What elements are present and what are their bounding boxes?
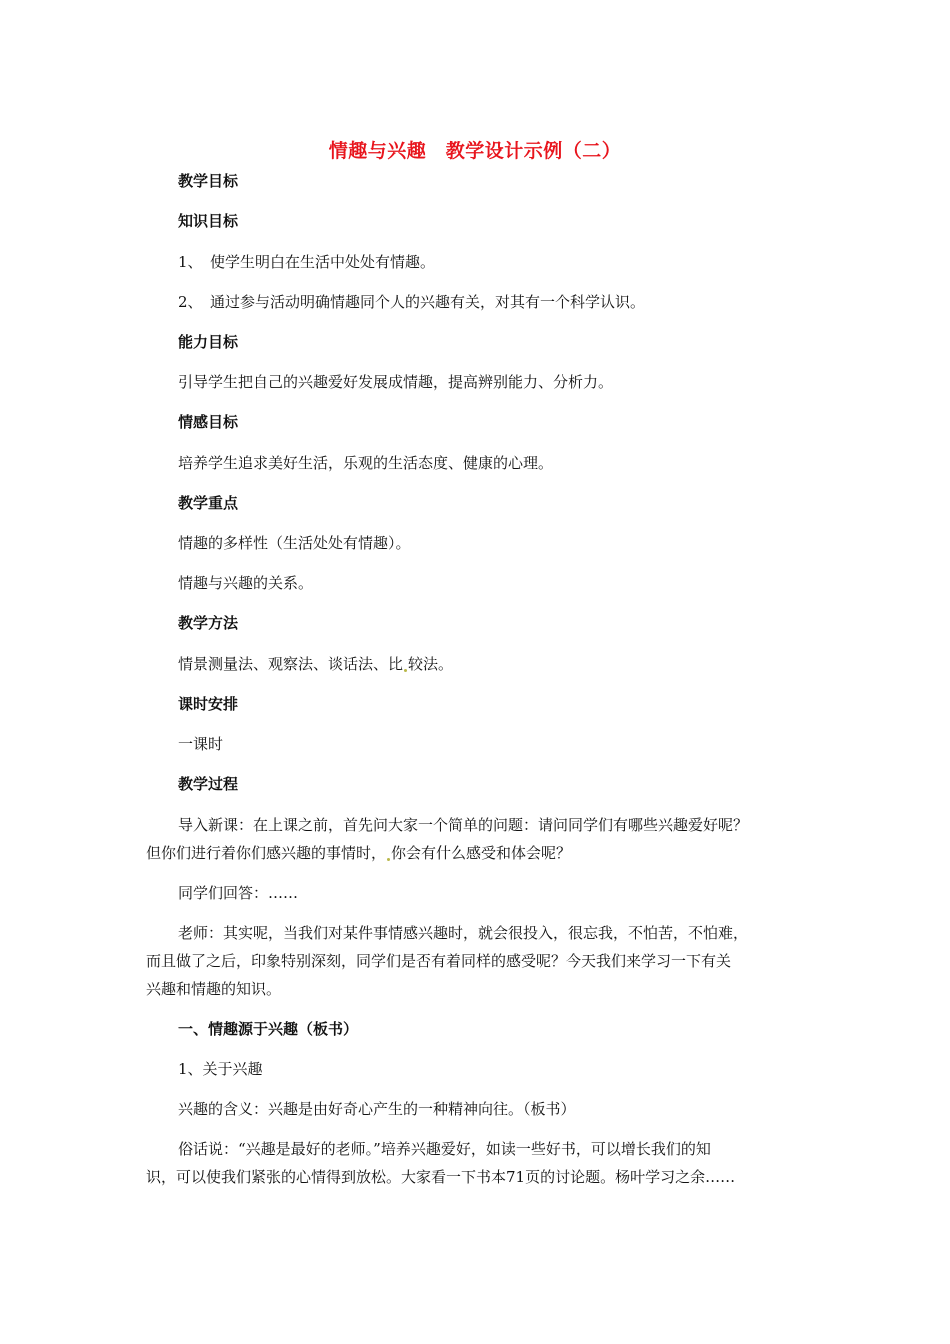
heading-emotion-goals: 情感目标 [178,413,239,431]
heading-section-1: 一、情趣源于兴趣（板书） [178,1020,359,1038]
heading-ability-goals: 能力目标 [178,333,239,351]
students-answer: 同学们回答：…… [178,884,299,902]
teacher-line-1: 老师：其实呢，当我们对某件事情感兴趣时，就会很投入，很忘我，不怕苦，不怕难， [178,924,749,942]
subheading-about-interest: 1、关于兴趣 [178,1060,263,1078]
schedule-text: 一课时 [178,735,224,753]
intro-line-1: 导入新课：在上课之前，首先问大家一个简单的问题：请问同学们有哪些兴趣爱好呢？ [178,816,749,834]
saying-line-1: 俗话说：“兴趣是最好的老师。”培养兴趣爱好，如读一些好书，可以增长我们的知 [178,1140,711,1158]
teacher-line-3: 兴趣和情趣的知识。 [146,980,282,998]
heading-schedule: 课时安排 [178,695,239,713]
intro-line-2: 但你们进行着你们感兴趣的事情时， 你会有什么感受和体会呢？ [146,844,572,862]
knowledge-item-2: 2、 通过参与活动明确情趣同个人的兴趣有关，对其有一个科学认识。 [178,293,646,311]
stray-mark [404,669,407,672]
saying-line-2: 识，可以使我们紧张的心情得到放松。大家看一下书本71页的讨论题。杨叶学习之余…… [146,1168,736,1186]
heading-methods: 教学方法 [178,614,239,632]
ability-text: 引导学生把自己的兴趣爱好发展成情趣，提高辨别能力、分析力。 [178,373,614,391]
stray-mark [387,858,390,861]
key-point-2: 情趣与兴趣的关系。 [178,574,314,592]
methods-text: 情景测量法、观察法、谈话法、比 较法。 [178,655,454,673]
heading-teaching-goals: 教学目标 [178,172,239,190]
heading-process: 教学过程 [178,775,239,793]
document-title: 情趣与兴趣 教学设计示例（二） [328,140,622,162]
teacher-line-2: 而且做了之后，印象特别深刻，同学们是否有着同样的感受呢？今天我们来学习一下有关 [146,952,732,970]
key-point-1: 情趣的多样性（生活处处有情趣）。 [178,534,411,552]
heading-knowledge-goals: 知识目标 [178,212,239,230]
emotion-text: 培养学生追求美好生活，乐观的生活态度、健康的心理。 [178,454,554,472]
knowledge-item-1: 1、 使学生明白在生活中处处有情趣。 [178,253,436,271]
heading-key-points: 教学重点 [178,494,239,512]
interest-definition: 兴趣的含义：兴趣是由好奇心产生的一种精神向往。（板书） [178,1100,576,1118]
